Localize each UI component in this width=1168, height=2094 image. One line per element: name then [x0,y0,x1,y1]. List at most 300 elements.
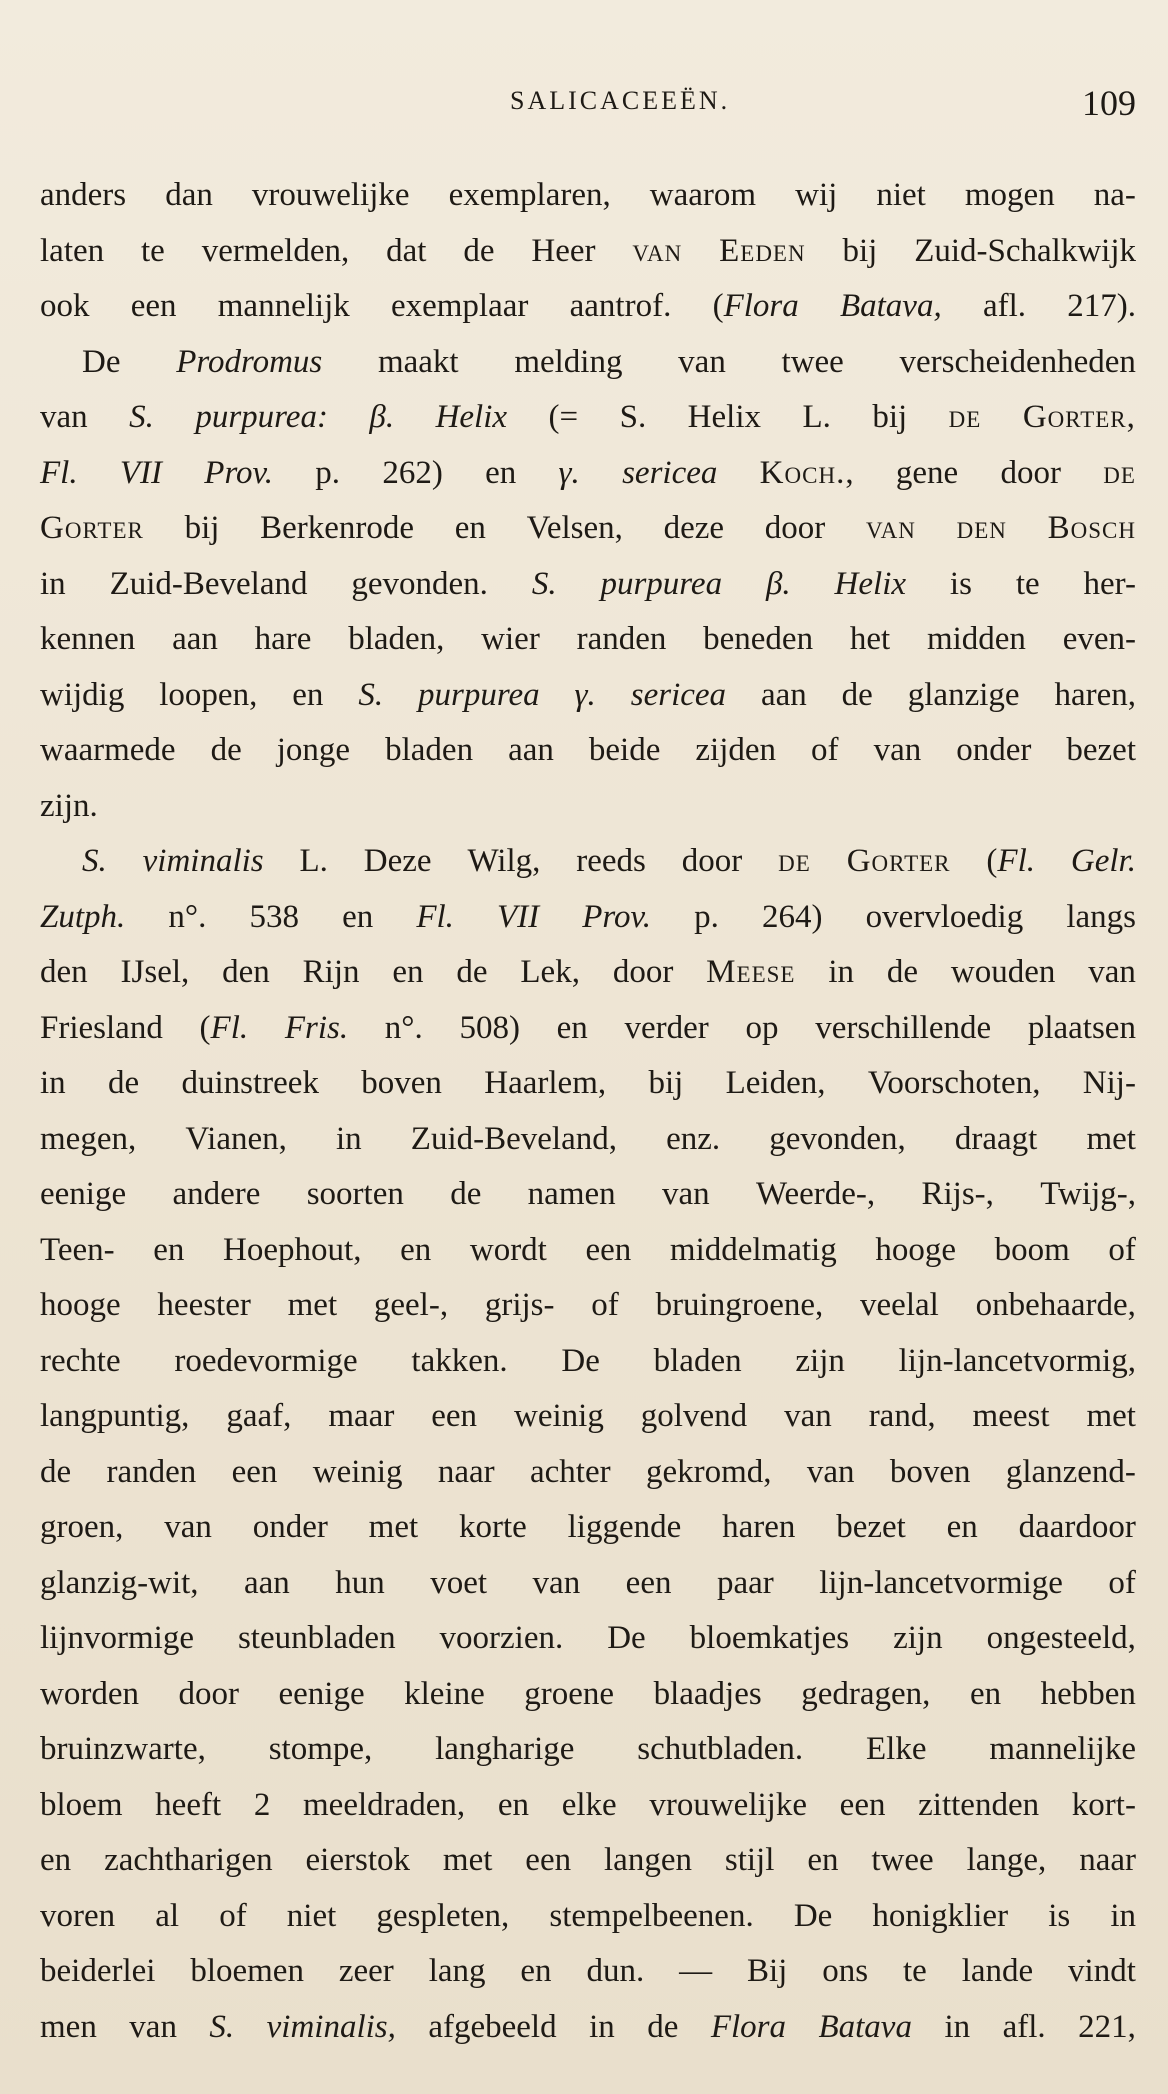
word: midden [926,621,1026,657]
word: en [153,1231,185,1268]
word: β. [765,565,791,602]
word: 217). [1067,288,1136,324]
text-line [40,1056,1136,1112]
word: bloemkatjes [689,1620,850,1656]
text-line [40,224,1136,280]
word: ook [40,288,90,324]
word: soorten [306,1176,404,1212]
word: plaatsen [1027,1009,1136,1046]
word: Leiden, [725,1065,826,1101]
word: anders [40,177,127,213]
word: wijdig [40,676,125,713]
word: exemplaar [390,288,529,324]
word: twee [781,343,844,380]
word: met [287,1287,338,1323]
word: Zuid-Schalkwijk [914,232,1136,269]
word: of [591,1287,619,1323]
word: gevonden, [769,1120,906,1157]
word: de [108,1065,140,1101]
word: zijden [695,732,777,768]
word: elke [561,1786,617,1823]
word: bezet [836,1509,906,1545]
word: S. [619,399,647,435]
word: de [456,954,488,990]
word: of [1108,1564,1136,1601]
word: vrouwelijke [649,1786,807,1823]
word: haren [722,1509,796,1545]
word: randen [576,621,667,657]
word: roedevormige [174,1342,358,1379]
word: rechte [40,1342,121,1379]
word: bij [648,1065,684,1101]
word: verschillende [815,1009,992,1046]
word: en [556,1009,588,1046]
word: groen, [40,1509,124,1545]
word: in [828,954,854,990]
word: Haarlem, [484,1065,607,1101]
word: (= [548,399,579,435]
word: L. [299,843,328,879]
word: 264) [761,898,823,935]
word: meeldraden, [303,1786,466,1823]
word: en [946,1509,978,1545]
word: door [178,1675,239,1712]
word: heester [157,1287,251,1323]
word: hun [335,1564,385,1601]
text-line [40,557,1136,613]
word: S. [209,2008,235,2045]
word: en [454,510,486,546]
word: mannelijke [989,1731,1136,1767]
text-line [40,1001,1136,1057]
word: n°. [168,898,207,935]
word: van [784,1398,832,1434]
word: worden [40,1675,139,1712]
word: Bosch [1047,510,1136,546]
word: Prov. [204,454,274,491]
word: De [561,1342,600,1379]
word: en [40,1842,72,1878]
word: in [1110,1897,1136,1934]
word: n°. [384,1009,423,1046]
word: paar [716,1564,774,1601]
word: bij [184,510,220,546]
word: VII [119,454,162,491]
word: bij [872,399,908,435]
text-line [40,501,1136,557]
word: te [902,1953,927,1989]
word: S. [531,565,557,602]
word: bezet [1066,732,1136,768]
word: de [450,1176,482,1212]
word: een [625,1564,672,1601]
word: Berkenrode [260,510,415,546]
word: gene [895,454,959,491]
word: door [681,843,743,879]
text-line [40,945,1136,1001]
word: de [841,676,873,713]
word: langharige [435,1731,575,1767]
word: onbehaarde, [975,1287,1136,1323]
word: Wilg, [467,843,541,879]
word: grijs- [484,1287,555,1323]
word: te [141,232,165,269]
word: de [778,843,811,879]
word: weinig [514,1398,604,1434]
text-line [40,1944,1136,2000]
word: van [678,343,726,380]
word: een [839,1786,886,1823]
word: dan [165,177,213,213]
word: Meese [706,954,796,990]
word: mannelijk [217,288,350,324]
word: dun. [586,1953,645,1989]
word: hooge [875,1231,956,1268]
word: en [969,1675,1002,1712]
text-line [40,1889,1136,1945]
word: korte [458,1509,527,1545]
word: Helix [435,399,508,435]
word: heeft [155,1786,222,1823]
word: Batava, [839,288,942,324]
word: sericea [630,676,727,713]
word: Gorter [40,510,144,546]
word: gaaf, [226,1398,292,1434]
word: van [661,1176,710,1212]
word: met [368,1509,419,1545]
word: kennen [40,621,136,657]
word: den [956,510,1007,546]
word: Hoephout, [223,1231,362,1268]
word: de [40,1453,72,1490]
word: middelmatig [669,1231,837,1268]
word: beneden [703,621,814,657]
text-line [40,668,1136,724]
word: veelal [860,1287,939,1323]
word: achter [530,1453,611,1490]
running-title: SALICACEEËN. [510,86,731,115]
word: in [944,2008,971,2045]
word: geel-, [373,1287,449,1323]
word: namen [527,1176,616,1212]
word: De [793,1897,833,1934]
word: Rijs-, [921,1176,994,1212]
text-line [40,1778,1136,1834]
word: kleine [404,1675,485,1712]
word: wordt [469,1231,547,1268]
word: hooge [40,1287,121,1323]
text-line [40,168,1136,224]
word: Vianen, [185,1120,287,1157]
word: zijn [795,1342,845,1379]
word: of [219,1897,247,1934]
word: men [40,2008,97,2045]
word: lang [428,1953,486,1989]
word: randen [106,1453,197,1490]
word: bloemen [190,1953,304,1989]
word: ons [822,1953,869,1989]
word: en [485,454,517,491]
word: Gorter [846,843,951,879]
word: Helix [834,565,907,602]
word: de [647,2008,679,2045]
word: mogen [964,177,1055,213]
word: bruinzwarte, [40,1731,206,1767]
text-line [40,1500,1136,1556]
word: verder [624,1009,709,1046]
word: viminalis, [266,2008,396,2045]
text-line [40,890,1136,946]
word: eenige [40,1176,127,1212]
word: Voorschoten, [867,1065,1041,1101]
word: gespleten, [376,1897,510,1934]
word: rand, [868,1398,936,1434]
word: zijn. [40,787,98,824]
word: VII [497,898,540,935]
word: aan [244,1564,290,1601]
word: beide [588,732,661,768]
word: purpurea [600,565,723,602]
word: zittenden [918,1786,1040,1823]
word: (Fl. [986,843,1035,879]
word: L. [802,399,831,435]
word: in [589,2008,615,2045]
word: vrouwelijke [251,177,410,213]
word: hare [254,621,312,657]
word: p. [315,454,341,491]
word: glanzend- [1005,1453,1136,1490]
word: zeer [338,1953,394,1989]
word: groene [524,1675,615,1712]
word: S. [129,399,154,435]
running-header [40,82,1136,132]
word: naar [1079,1842,1136,1878]
word: Friesland [40,1009,163,1046]
word: niet [876,177,926,213]
word: langs [1066,898,1136,935]
word: in [40,1065,66,1101]
text-line [40,779,1136,835]
word: of [811,732,839,768]
text-line [40,1112,1136,1168]
word: aan [172,621,218,657]
word: is [1048,1897,1071,1934]
word: waarom [649,177,757,213]
word: golvend [640,1398,748,1434]
word: takken. [411,1342,508,1379]
word: megen, [40,1120,137,1157]
word: maar [328,1398,395,1434]
word: een [525,1842,572,1878]
word: her- [1083,565,1136,602]
text-line [40,1445,1136,1501]
word: van [129,2008,177,2045]
word: Fl. [40,454,78,491]
word: van [40,399,88,435]
word: sericea [622,454,718,491]
word: boven [361,1065,442,1101]
word: meest [972,1398,1050,1434]
word: laten [40,232,105,269]
word: voren [40,1897,116,1934]
text-line [40,723,1136,779]
word: melding [514,343,623,380]
text-line [40,834,1136,890]
word: door [1000,454,1061,491]
word: vermelden, [201,232,350,269]
word: gevonden. [351,565,488,602]
word: en [520,1953,552,1989]
word: de [1103,454,1136,491]
word: de [886,954,919,990]
word: langen [604,1842,692,1878]
word: door [764,510,826,546]
word: bladen [385,732,474,768]
word: van [532,1564,581,1601]
word: is [949,565,972,602]
word: kort- [1071,1786,1136,1823]
word: stijl [724,1842,775,1878]
word: onder [252,1509,328,1545]
word: weinig [312,1453,403,1490]
word: duinstreek [181,1065,319,1101]
text-line [40,1278,1136,1334]
word: (Fl. [199,1009,249,1046]
word: eenige [278,1675,365,1712]
word: afl. [982,288,1026,324]
word: een [231,1453,278,1490]
word: Zuid-Beveland, [410,1120,617,1157]
word: in [40,565,66,602]
word: — [679,1953,713,1989]
word: de [948,399,982,435]
word: boom [994,1231,1070,1268]
body-text [40,168,1136,2055]
word: blaadjes [653,1675,762,1712]
word: De [82,343,121,380]
word: of [1108,1231,1136,1268]
word: bladen [653,1342,742,1379]
word: met [1086,1398,1136,1434]
word: op [745,1009,779,1046]
word: liggende [567,1509,682,1545]
word: van [1088,954,1136,990]
text-line [40,1389,1136,1445]
word: Heer [531,232,596,269]
word: Gelr. [1070,843,1136,879]
word: en [342,898,374,935]
word: voorzien. [439,1620,564,1656]
word: met [442,1842,493,1878]
word: Fl. [416,898,454,935]
word: ongesteeld, [986,1620,1136,1656]
word: van [866,510,916,546]
word: en [497,1786,530,1823]
word: door [612,954,674,990]
text-line [40,1556,1136,1612]
word: viminalis [142,843,264,879]
word: S. [358,676,384,713]
word: al [155,1897,180,1934]
word: naar [437,1453,495,1490]
word: Koch., [759,454,854,491]
word: lande [961,1953,1034,1989]
word: Zutph. [40,898,126,935]
word: Flora [710,2008,787,2045]
word: in [336,1120,362,1157]
word: haren, [1054,676,1136,713]
word: exemplaren, [448,177,611,213]
word: na- [1093,177,1136,213]
word: even- [1062,621,1136,657]
word: 538 [249,898,299,935]
word: loopen, [159,676,258,713]
word: 2 [253,1786,271,1823]
text-line [40,1722,1136,1778]
word: afgebeeld [428,2008,557,2045]
page-number: 109 [1082,83,1136,123]
word: Gorter, [1022,399,1136,435]
word: deze [663,510,725,546]
word: wij [795,177,838,213]
word: voet [430,1564,488,1601]
word: Eeden [719,232,806,269]
word: den [40,954,88,990]
word: onder [956,732,1032,768]
text-line [40,1167,1136,1223]
word: een [585,1231,632,1268]
word: honigklier [872,1897,1009,1934]
word: draagt [954,1120,1038,1157]
word: lijnvormige [40,1620,194,1656]
word: Batava [818,2008,912,2045]
word: reeds [576,843,646,879]
word: stompe, [268,1731,373,1767]
word: stempelbeenen. [549,1897,754,1934]
word: wier [481,621,540,657]
text-line [40,612,1136,668]
word: van [873,732,922,768]
word: verscheidenheden [899,343,1136,380]
word: aan [760,676,807,713]
word: Elke [866,1731,927,1767]
word: gedragen, [801,1675,931,1712]
word: en [392,954,424,990]
word: Deze [363,843,432,879]
word: Velsen, [526,510,623,546]
word: purpurea [418,676,540,713]
word: lange, [966,1842,1047,1878]
word: daardoor [1018,1509,1136,1545]
word: den [222,954,270,990]
word: de [210,732,242,768]
word: dat [386,232,427,269]
word: vindt [1068,1953,1136,1989]
word: Zuid-Beveland [109,565,308,602]
word: zijn [893,1620,943,1656]
word: 262) [382,454,443,491]
word: steunbladen [237,1620,396,1656]
word: bloem [40,1786,123,1823]
word: γ. [558,454,580,491]
word: 508) [459,1009,520,1046]
word: aantrof. [569,288,672,324]
word: bladen, [348,621,445,657]
text-line [40,1334,1136,1390]
text-line [40,335,1136,391]
word: β. [369,399,395,435]
word: wouden [950,954,1056,990]
